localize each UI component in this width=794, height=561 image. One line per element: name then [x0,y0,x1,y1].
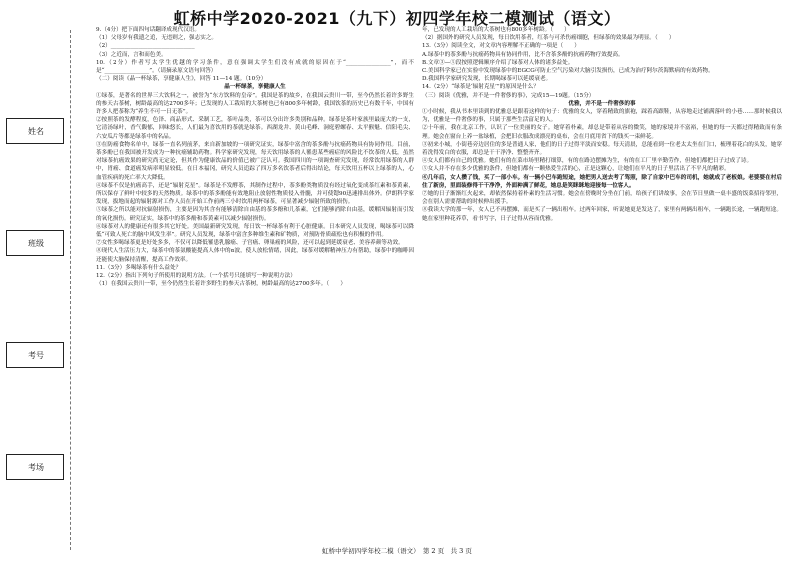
page-title: 虹桥中学2020-2021（九下）初四学年校二模测试（语文） [173,9,621,28]
q13-option-b: B.文章③—⑤段按照逻辑顺序介绍了绿茶对人体的诸多益处。 [422,59,574,66]
q12-continued: 年，已发现的人工栽培的大茶树也有800多年树龄。（ ） [422,27,570,33]
article-title-green-tea: 晶一杯绿茶，享健康人生 [224,84,286,91]
paragraph-6: ⑥绿茶对人的健康还有很多其它好处。美国最新研究发现，每日饮一杯绿茶有利于心脏健康。日本研究人员发现，喝绿茶可以降低“可致人死亡的脑中风发生率”。研究人员发现，绿茶中富含多种维生素和矿物质，对预防骨质疏松也有积极的作用。 [96,223,414,239]
paragraph-e5: ⑤女人并不存在多少优雅的条件，但她们都有一颗热爱生活的心，正是这颗心，让她们在平凡的日子里活出了不平凡的精彩。 [422,166,730,173]
left-column [96,26,414,289]
right-column [422,26,782,223]
q13-option-c: C.美国科学家已在实验中发现绿茶中的EGCG可防止空气污染对大脑引发损伤，已成为治疗阿尔茨海默病的有效药物。 [422,68,714,75]
exam-number-field[interactable]: 考号 [6,342,64,368]
paragraph-3: ③在防癌食物名单中，绿茶一直名列前茅，来自新加坡的一项研究证实，绿茶中富含的茶多酚与抗癌药物具有协同作用。目前，茶多酚已在我国被开发成为一种抗癌辅助药物。科学家研究发现，每天饮用绿茶的人罹患某些癌症的风险比不饮茶的人低，虽然对绿茶抗癌效果的研究尚无定论，但其作为健康饮品的价值已被广泛认可。我国四川的一项调查研究发现，经常饮用绿茶的人群中，胃癌、食道癌发病率明显较低。在日本福冈，研究人员追踪了四万多名饮茶者后得出结论，每天饮用五杯以上绿茶的人，心血管疾病的死亡率大大降低。 [96,141,414,181]
paragraph-2: ②按照茶的发酵程度，色泽、商品形式、采制工艺，茶叶品类，茶可以分出许多类别和品种。绿茶是茶叶家族里最庞大的一支，它清汤绿叶，香气馥郁，回味悠长，人们最为喜饮用的茶就是绿茶。西湖龙井、黄山毛峰、洞庭碧螺春、太平猴魁、信阳毛尖、六安瓜片等都是绿茶中的名品。 [96,117,414,140]
article-title-elegance: 优雅，并不是一件奢侈的事 [568,100,636,107]
paragraph-e2: ②十年前，我在北京工作，认识了一位美丽的女子。她穿着朴素，却总是带着从容的微笑，她的家境并不富裕，但她的每一天都过得精致而有条理。她会在窗台上养一盆绿植，会把旧衣服改成漂亮的桌布，会在月底用省下的钱买一束鲜花。 [422,125,782,140]
paragraph-e6: ⑥几年后，女人攒了钱，买了一部小车。有一辆小巴车跑短途，她把男人送去考了驾照，除了自家中巴车的司机，她就成了老板娘。老婆婆在村后住了新房，里面装修得干干净净，外面种满了鲜花，她总是笑眯眯地迎接每一位客人。 [422,174,782,189]
exam-room-field[interactable]: 考场 [6,454,64,480]
question-9: 9.（4分）把下面四句话翻译成现代汉语。 [96,27,200,33]
paragraph-4: ④绿茶不仅是抗癌高手，还是“辐射克星”。绿茶是不发酵茶，其制作过程中，茶多酚类物质没有经过氧化变成茶红素和茶黄素，所以保存了鲜叶中较多的天然物质。绿茶中的茶多酚能有效地阻止放射性物质侵入骨髓，并可使锶90迅速排出体外。伊朗科学家发现，拔地而起的辐射源对工作人员在开始工作前两三小时饮用两杯绿茶，可显著减少辐射所致的损伤。 [96,182,414,206]
q9-item-2: （3）之近而，言和而色美。 [96,51,167,58]
q12-item-2: （2）据国外的研究人员发现，每日饮用茶者，红茶与可杀伤癌细胞，但绿茶的效果最为明显。（ ） [422,35,675,42]
name-field[interactable]: 姓名 [6,118,64,144]
q9-item-1: （1）父母岁有我遗之追，无违则之，强志实之。 [96,35,218,42]
student-info-panel [6,118,64,488]
question-12: 12.（2分）指出下列句子所使用的说明方法。（一个括号只能填写一种说明方法） [96,273,296,280]
question-13: 13.（3分）阅读全文，对文章内容理解不正确的一项是（ ） [422,43,580,50]
seal-cut-line [70,30,71,550]
section-3-heading: （三）阅读《优雅，并不是一件奢侈的事》，完成15—19题。（15分） [422,92,595,99]
q13-option-a: A.绿茶中的茶多酚与抗癌药物具有协同作用，比不含茶多酚的抗癌药物疗效提高。 [422,51,624,58]
paragraph-7: ⑦女性多喝绿茶更是好处多多，不仅可以降低罹患乳腺癌、子宫癌、卵巢癌的风险，还可以起到延缓衰老、美容养颜等功效。 [96,240,404,247]
paragraph-e7: ⑦她的日子渐渐红火起来，却依然保持着朴素的生活习惯。她会在傍晚时分坐在门前，给孩子们讲故事，会在节日里做一桌丰盛的饭菜招待邻里，会在别人需要帮助的时候伸出援手。 [422,191,782,206]
class-field[interactable]: 班级 [6,230,64,256]
q12-item-1: （1）在我国云贵川一带，至今仍然生长着许多野生的参天古茶树，树龄最高的达2700多年。（ ） [96,281,346,288]
paragraph-e1: ①小时候，我从书本里读到的优雅总是跟着这样的句子：优雅的女人，穿着精致的旗袍，踩着高跟鞋，从容地走过铺满落叶的小巷……那时候我以为，优雅是一件奢侈的事，只属于那些生活富足的人。 [422,109,782,124]
q13-option-d: D.我国科学家研究发现，长期喝绿茶可以延缓衰老。 [422,76,552,83]
q9-answer-line: （2）______________________________ [96,43,195,50]
paragraph-e3: ③初来小城，小街巷旁边居住的多是普通人家，他们的日子过得平淡而安稳。每天清晨，总能看到一位老太太坐在门口，梳理着花白的头发，她穿着洗得发白的衣服，却总是干干净净、整整齐齐。 [422,141,782,157]
paragraph-e8: ⑧我读大学的那一年，女人已不再摆摊，而是买了一辆出租车。过两年回家，听说她更是发达了，家里有两辆出租车，一辆跑长途，一辆跑短途。她在家里种花养草，看书写字，日子过得从容而优雅。 [422,207,782,222]
question-10: 10.（2分）作者写太学生优越的学习条件，意在强调太学生们没有成就的原因在于“________________”，而不是“________________”。（请摘录原文语句回答） [96,59,414,75]
paragraph-1: ①绿茶，是著名的世界三大饮料之一，被誉为“东方饮料的皇帝”。我国是茶的故乡，在我国云贵川一带，至今仍然长着许多野生的参天古茶树，树龄最高的达2700多年；已发现的人工栽培的大茶树也已有800多年树龄，我国饮茶的历史已有数千年，中国有许多人把茶称为“养生不可一日无茶”。 [96,92,414,116]
paragraph-5: ⑤绿茶之所以能对抗辐射损伤，主要是因为其含有能够清除自由基的茶多酚和儿茶素，它们能够消除自由基，缓解因辐射而引发的氧化损伤。研究证实，绿茶中的茶多酚和茶黄素可以减少辐射损伤。 [96,207,414,222]
paragraph-8: ⑧现代人生活压力大，绿茶中的茶氨酸能提高人体中的α波，使人放松情绪，因此，绿茶对缓解精神压力有帮助，绿茶中的咖啡因还能使大脑保持清醒，提高工作效率。 [96,248,414,263]
section-2-heading: （二）阅读《晶一杯绿茶，享健康人生》，回答 11—14 题。（10分） [96,76,267,83]
page-footer: 虹桥中学初四学年校二模（语文） 第 2 页 共 3 页 [322,547,472,555]
question-11: 11.（3分）多喝绿茶有什么益处？ [96,264,182,271]
paragraph-e4: ④女人们都有自己的优雅。她们有的在菜市场里精打细算，有的在路边摆摊为生，有的在工厂里辛勤劳作，但她们都把日子过成了诗。 [422,158,753,165]
question-14: 14.（2分）“绿茶是‘辐射克星’”的原因是什么？ [422,84,539,91]
